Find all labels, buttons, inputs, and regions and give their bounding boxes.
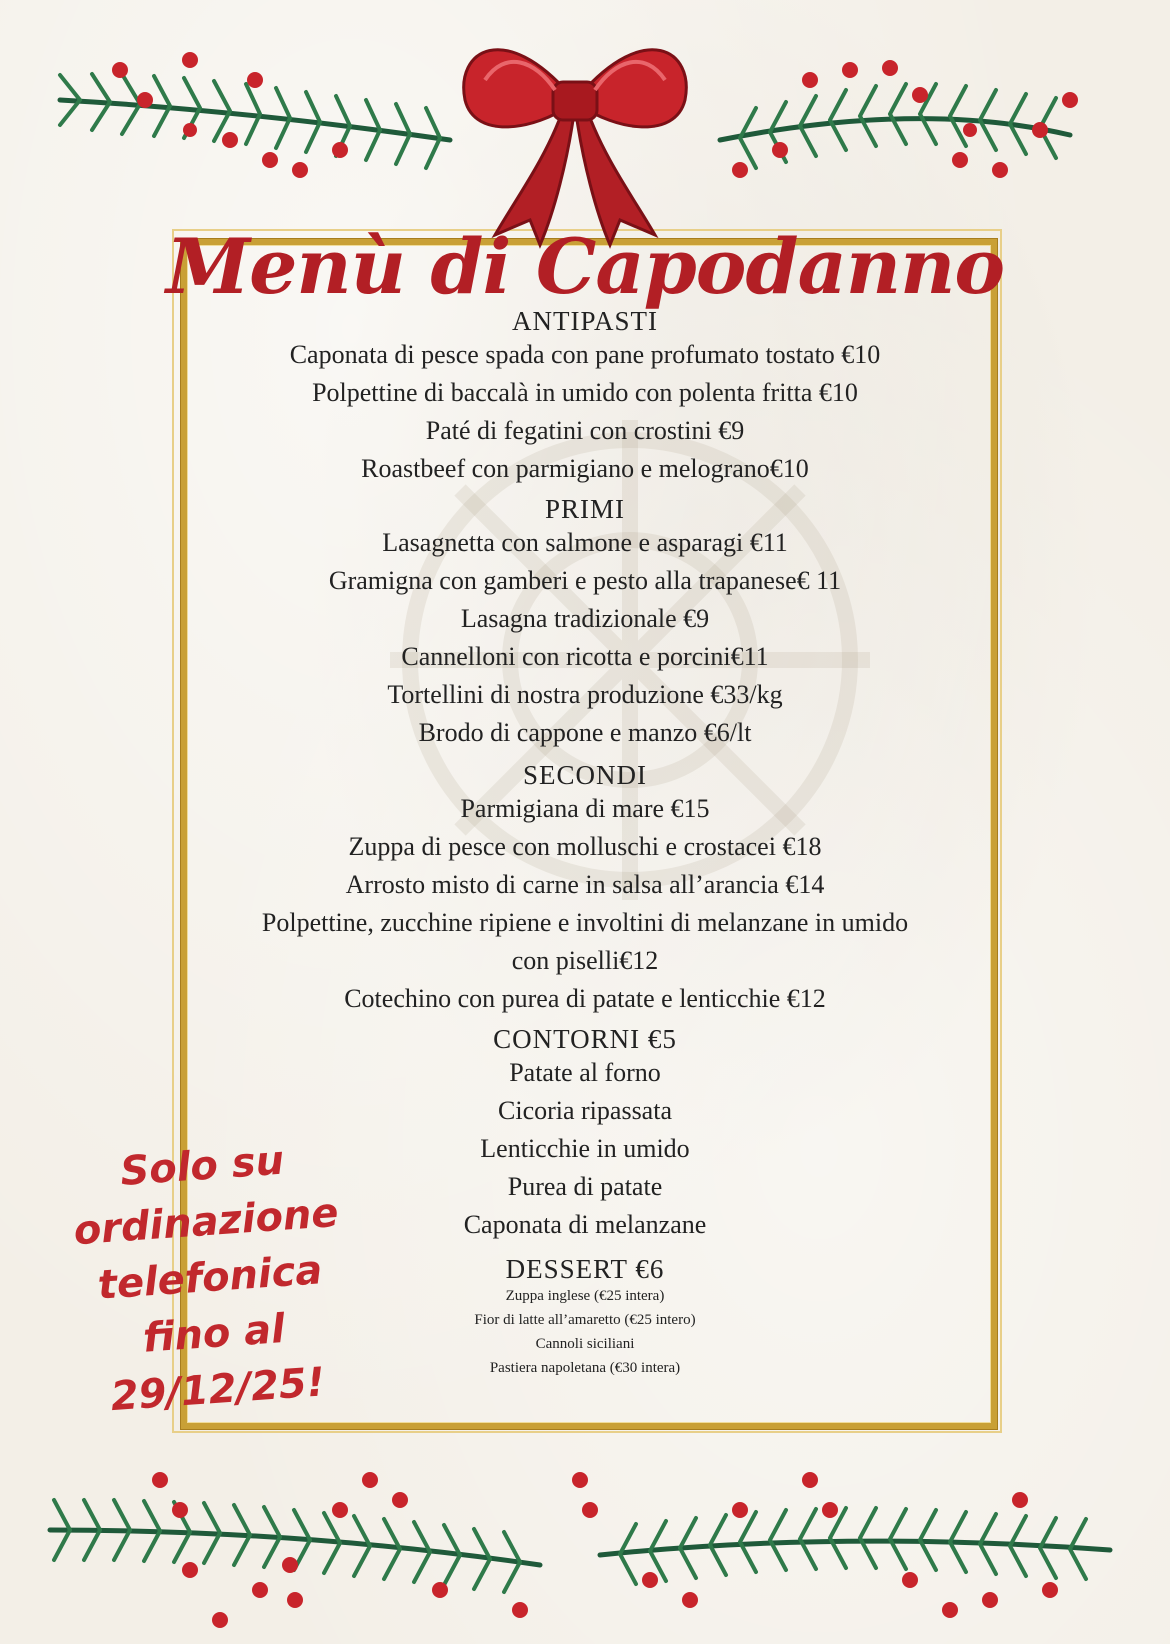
menu-item: Lasagnetta con salmone e asparagi €11 [382,528,788,557]
menu-section [200,760,970,1018]
section-heading: SECONDI [522,760,647,790]
menu-item: Cannelloni con ricotta e porcini€11 [401,642,769,671]
menu-item: con piselli€12 [511,946,659,975]
menu-item: Fior di latte all’amaretto (€25 intero) [474,1312,696,1328]
menu-item: Zuppa inglese (€25 intera) [505,1288,665,1304]
menu-item: Tortellini di nostra produzione €33/kg [387,680,783,709]
order-note-line: Solo su [118,1137,286,1195]
menu-item: Lasagna tradizionale €9 [460,604,710,633]
menu-item: Cotechino con purea di patate e lenticchie €12 [344,984,826,1013]
menu-section [200,306,970,488]
section-heading: DESSERT €6 [505,1254,665,1284]
menu-item: Cicoria ripassata [498,1096,672,1125]
order-note-line: ordinazione [72,1189,340,1255]
menu-item: Polpettine, zucchine ripiene e involtini di melanzane in umido [261,908,909,937]
menu-item: Gramigna con gamberi e pesto alla trapanese€ 11 [328,566,842,595]
menu-item: Arrosto misto di carne in salsa all’arancia €14 [345,870,825,899]
order-note-line: fino al [141,1305,287,1362]
section-heading: PRIMI [544,494,625,524]
menu-item: Polpettine di baccalà in umido con polenta fritta €10 [312,378,858,407]
menu-item: Purea di patate [507,1172,663,1201]
order-note [61,1129,360,1428]
section-heading: CONTORNI €5 [493,1024,677,1054]
section-heading: ANTIPASTI [511,306,659,336]
page-title: Menù di Capodanno [165,222,1005,311]
menu-item: Cannoli siciliani [535,1336,635,1352]
menu-item: Caponata di melanzane [463,1210,707,1239]
pine-garland-bottom [40,1470,1130,1630]
menu-section [200,494,970,752]
menu-item: Lenticchie in umido [480,1134,690,1163]
menu-item: Caponata di pesce spada con pane profumato tostato €10 [289,340,881,369]
menu-item: Brodo di cappone e manzo €6/lt [418,718,752,747]
menu-item: Pastiera napoletana (€30 intera) [489,1360,681,1376]
menu-item: Zuppa di pesce con molluschi e crostacei €18 [348,832,822,861]
order-note-line: 29/12/25! [109,1359,327,1421]
menu-item: Paté di fegatini con crostini €9 [425,416,745,445]
menu-item: Roastbeef con parmigiano e melograno€10 [361,454,809,483]
menu-item: Patate al forno [509,1058,661,1087]
menu-item: Parmigiana di mare €15 [460,794,710,823]
red-bow-icon [445,10,705,250]
order-note-line: telefonica [96,1247,324,1309]
